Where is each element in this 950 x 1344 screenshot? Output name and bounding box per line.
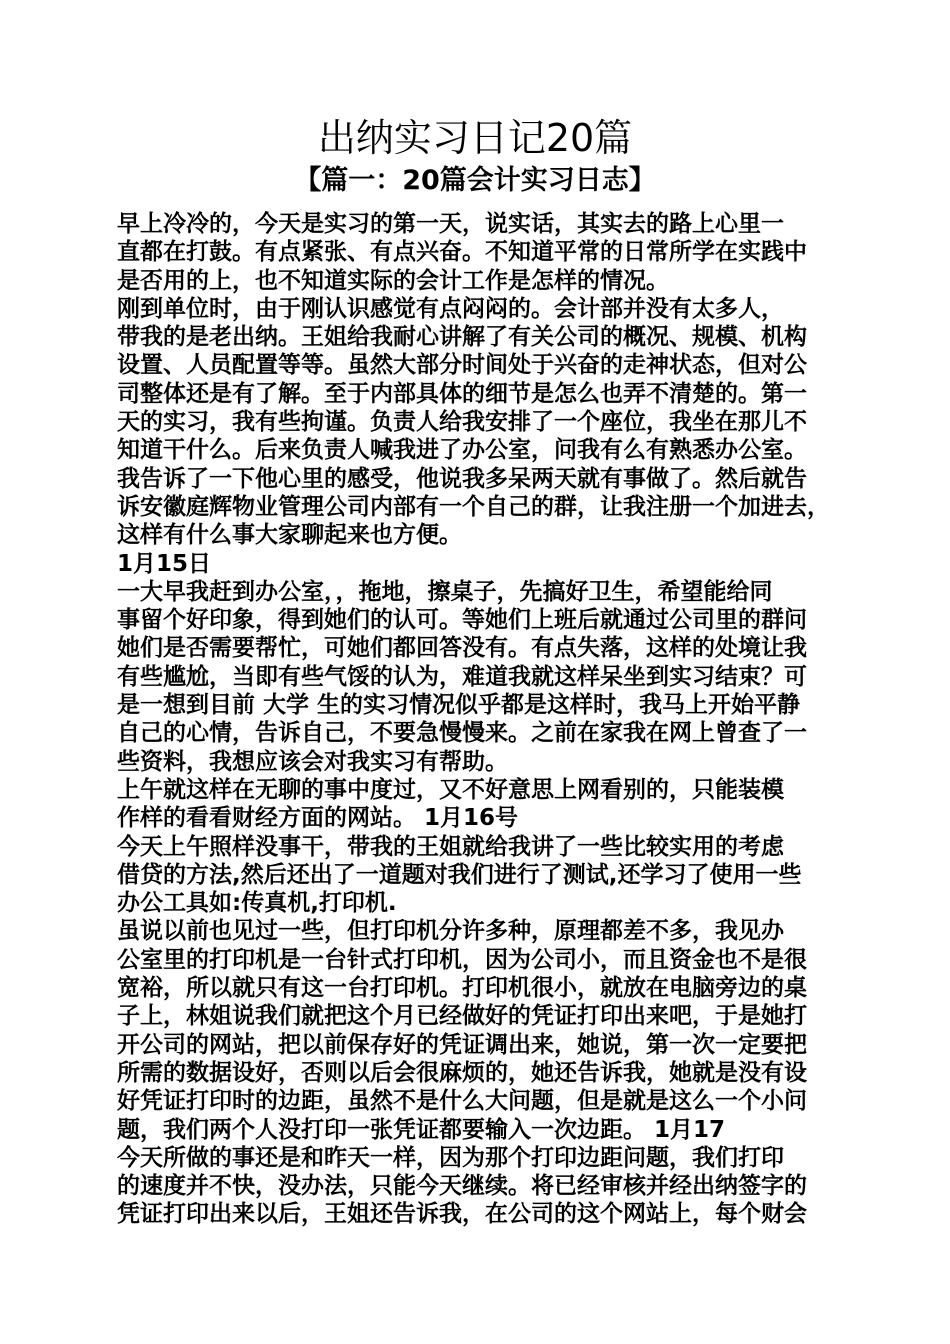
- document-subtitle: 【篇一：20篇会计实习日志】: [294, 165, 656, 196]
- body-text-line: 早上冷冷的，今天是实习的第一天，说实话，其实去的路上心里一: [117, 211, 784, 237]
- body-text-line: 虽说以前也见过一些，但打印机分许多种，原理都差不多，我见办: [117, 918, 784, 945]
- body-text-line: 今天所做的事还是和昨天一样，因为那个打印边距问题，我们打印: [117, 1144, 784, 1171]
- body-text-line: 她们是否需要帮忙，可她们都回答没有。有点失落，这样的处境让我: [117, 635, 807, 662]
- body-text-line: 好凭证打印时的边距，虽然不是什么大问题，但是就是这么一个小问: [117, 1088, 807, 1115]
- body-text-line: 一大早我赶到办公室，，拖地，擦桌子，先搞好卫生，希望能给同: [117, 578, 773, 605]
- body-text-line: 1月15日: [117, 550, 212, 577]
- body-text-line: 自己的心情，告诉自己，不要急慢慢来。之前在家我在网上曾查了一: [117, 720, 807, 747]
- body-text-line: 带我的是老出纳。王姐给我耐心讲解了有关公司的概况、规模、机构: [117, 324, 807, 351]
- body-text-line: 直都在打鼓。有点紧张、有点兴奋。不知道平常的日常所学在实践中: [117, 239, 807, 266]
- body-text-line: 所需的数据设好，否则以后会很麻烦的，她还告诉我，她就是没有设: [117, 1059, 807, 1086]
- body-text-line: 诉安徽庭辉物业管理公司内部有一个自己的群，让我注册一个加进去，: [117, 493, 830, 520]
- body-text-line: 宽裕，所以就只有这一台打印机。打印机很小，就放在电脑旁边的桌: [117, 975, 807, 1002]
- body-text-line: 今天上午照样没事干，带我的王姐就给我讲了一些比较实用的考虑: [117, 833, 784, 860]
- body-text-line: 借贷的方法,然后还出了一道题对我们进行了测试,还学习了使用一些: [117, 861, 802, 888]
- document-body: [117, 210, 847, 1229]
- body-text-line: 这样有什么事大家聊起来也方便。: [117, 522, 462, 549]
- body-text-line: 题，我们两个人没打印一张凭证都要输入一次边距。 1月17: [117, 1116, 726, 1143]
- body-text-line: 天的实习，我有些拘谨。负责人给我安排了一个座位，我坐在那儿不: [117, 409, 807, 436]
- body-text-line: 公室里的打印机是一台针式打印机，因为公司小，而且资金也不是很: [117, 946, 807, 973]
- body-text-line: 子上，林姐说我们就把这个月已经做好的凭证打印出来吧，于是她打: [117, 1003, 807, 1030]
- body-text-line: 刚到单位时，由于刚认识感觉有点闷闷的。会计部并没有太多人，: [117, 295, 784, 322]
- body-text-line: 我告诉了一下他心里的感受，他说我多呆两天就有事做了。然后就告: [117, 465, 807, 492]
- body-text-line: 有些尴尬，当即有些气馁的认为，难道我就这样呆坐到实习结束？可: [117, 663, 807, 690]
- body-text-line: 凭证打印出来以后，王姐还告诉我，在公司的这个网站上，每个财会: [117, 1201, 807, 1228]
- body-text-line: 上午就这样在无聊的事中度过，又不好意思上网看别的，只能装模: [117, 776, 784, 803]
- body-text-line: 设置、人员配置等等。虽然大部分时间处于兴奋的走神状态，但对公: [117, 352, 807, 379]
- body-text-line: 是否用的上，也不知道实际的会计工作是怎样的情况。: [117, 267, 669, 294]
- body-text-line: 是一想到目前 大学 生的实习情况似乎都是这样时，我马上开始平静: [117, 692, 801, 719]
- body-text-line: 开公司的网站，把以前保存好的凭证调出来，她说，第一次一定要把: [117, 1031, 807, 1058]
- body-text-line: 作样的看看财经方面的网站。 1月16号: [117, 805, 519, 832]
- document-title: 出纳实习日记20篇: [317, 116, 633, 160]
- body-text-line: 的速度并不快，没办法，只能今天继续。将已经审核并经出纳签字的: [117, 1173, 807, 1200]
- body-text-line: 办公工具如:传真机,打印机.: [117, 890, 397, 917]
- body-text-line: 司整体还是有了解。至于内部具体的细节是怎么也弄不清楚的。第一: [117, 380, 807, 407]
- body-text-line: 事留个好印象，得到她们的认可。等她们上班后就通过公司里的群问: [117, 607, 807, 634]
- body-text-line: 知道干什么。后来负责人喊我进了办公室，问我有么有熟悉办公室。: [117, 437, 807, 464]
- body-text-line: 些资料，我想应该会对我实习有帮助。: [117, 748, 508, 775]
